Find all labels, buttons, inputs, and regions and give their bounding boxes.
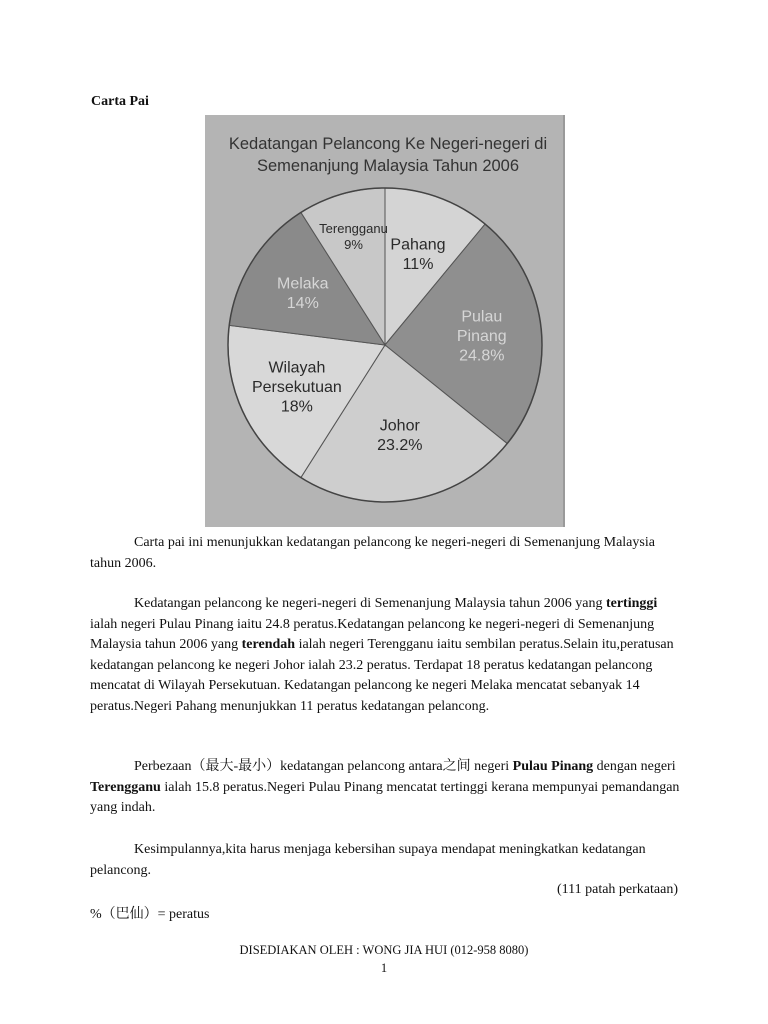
slice-label-melaka-0: Melaka <box>277 275 329 293</box>
slice-label-wilayah-persekutuan-1: Persekutuan <box>251 379 342 396</box>
paragraph-analysis: Kedatangan pelancong ke negeri-negeri di Semenanjung Malaysia tahun 2006 yang tertinggi ialah negeri Pulau Pinang iaitu 24.8 peratus.Kedatangan pelancong ke negeri-negeri di Semenanjung Malaysia tahun 2006 yang terendah ialah negeri Terengganu iaitu sembilan peratus.Selain itu,peratusan kedatangan pelancong ke negeri Johor ialah 23.2 peratus. Terdapat 18 peratus kedatangan pelancong mencatat di Wilayah Persekutuan. Kedatangan pelancong ke negeri Melaka mencatat sebanyak 14 peratus.Negeri Pahang menunjukkan 11 peratus kedatangan pelancong. <box>90 596 674 714</box>
highlight-terendah: terendah <box>241 637 296 652</box>
highlight-tertinggi: tertinggi <box>605 596 658 611</box>
slice-value-terengganu: 9% <box>344 236 363 252</box>
word-count: (111 patah perkataan) <box>556 882 678 897</box>
prepared-by: DISEDIAKAN OLEH : WONG JIA HUI (012-958 8080) <box>239 943 529 957</box>
slice-value-pahang: 11% <box>402 255 434 273</box>
footnote: %（巴仙）= peratus <box>90 907 210 922</box>
slice-value-wilayah-persekutuan: 18% <box>280 398 313 416</box>
slice-value-melaka: 14% <box>286 295 319 313</box>
pie-chart-image <box>205 115 565 527</box>
slice-value-johor: 23.2% <box>377 437 423 455</box>
slice-label-pulau-pinang-0: Pulau <box>461 308 503 326</box>
highlight-terengganu: Terengganu <box>90 779 161 795</box>
slice-value-pulau-pinang: 24.8% <box>459 347 505 365</box>
paragraph-difference: Perbezaan（最大-最小）kedatangan pelancong antara之间 negeri Pulau Pinang dengan negeri Terengganu ialah 15.8 peratus.Negeri Pulau Pinang mencatat tertinggi kerana mempunyai pemandangan yang indah. <box>90 759 680 815</box>
slice-label-pulau-pinang-1: Pinang <box>456 327 507 345</box>
slice-label-terengganu-0: Terengganu <box>319 221 388 237</box>
paragraph-conclusion: Kesimpulannya,kita harus menjaga kebersihan supaya mendapat meningkatkan kedatangan pelancong. <box>90 842 646 878</box>
chart-subtitle: Semenanjung Malaysia Tahun 2006 <box>256 157 520 175</box>
slice-label-pahang-0: Pahang <box>390 236 446 254</box>
page-heading: Carta Pai <box>91 94 149 109</box>
chart-title: Kedatangan Pelancong Ke Negeri-negeri di <box>228 135 548 153</box>
highlight-pulau-pinang: Pulau Pinang <box>512 759 594 774</box>
slice-label-wilayah-persekutuan-0: Wilayah <box>268 359 326 377</box>
page-footer <box>0 941 768 977</box>
slice-label-johor-0: Johor <box>379 417 420 435</box>
page-number: 1 <box>380 961 388 975</box>
pie-chart <box>205 115 563 527</box>
paragraph-intro: Carta pai ini menunjukkan kedatangan pelancong ke negeri-negeri di Semenanjung Malaysia tahun 2006. <box>90 535 655 571</box>
